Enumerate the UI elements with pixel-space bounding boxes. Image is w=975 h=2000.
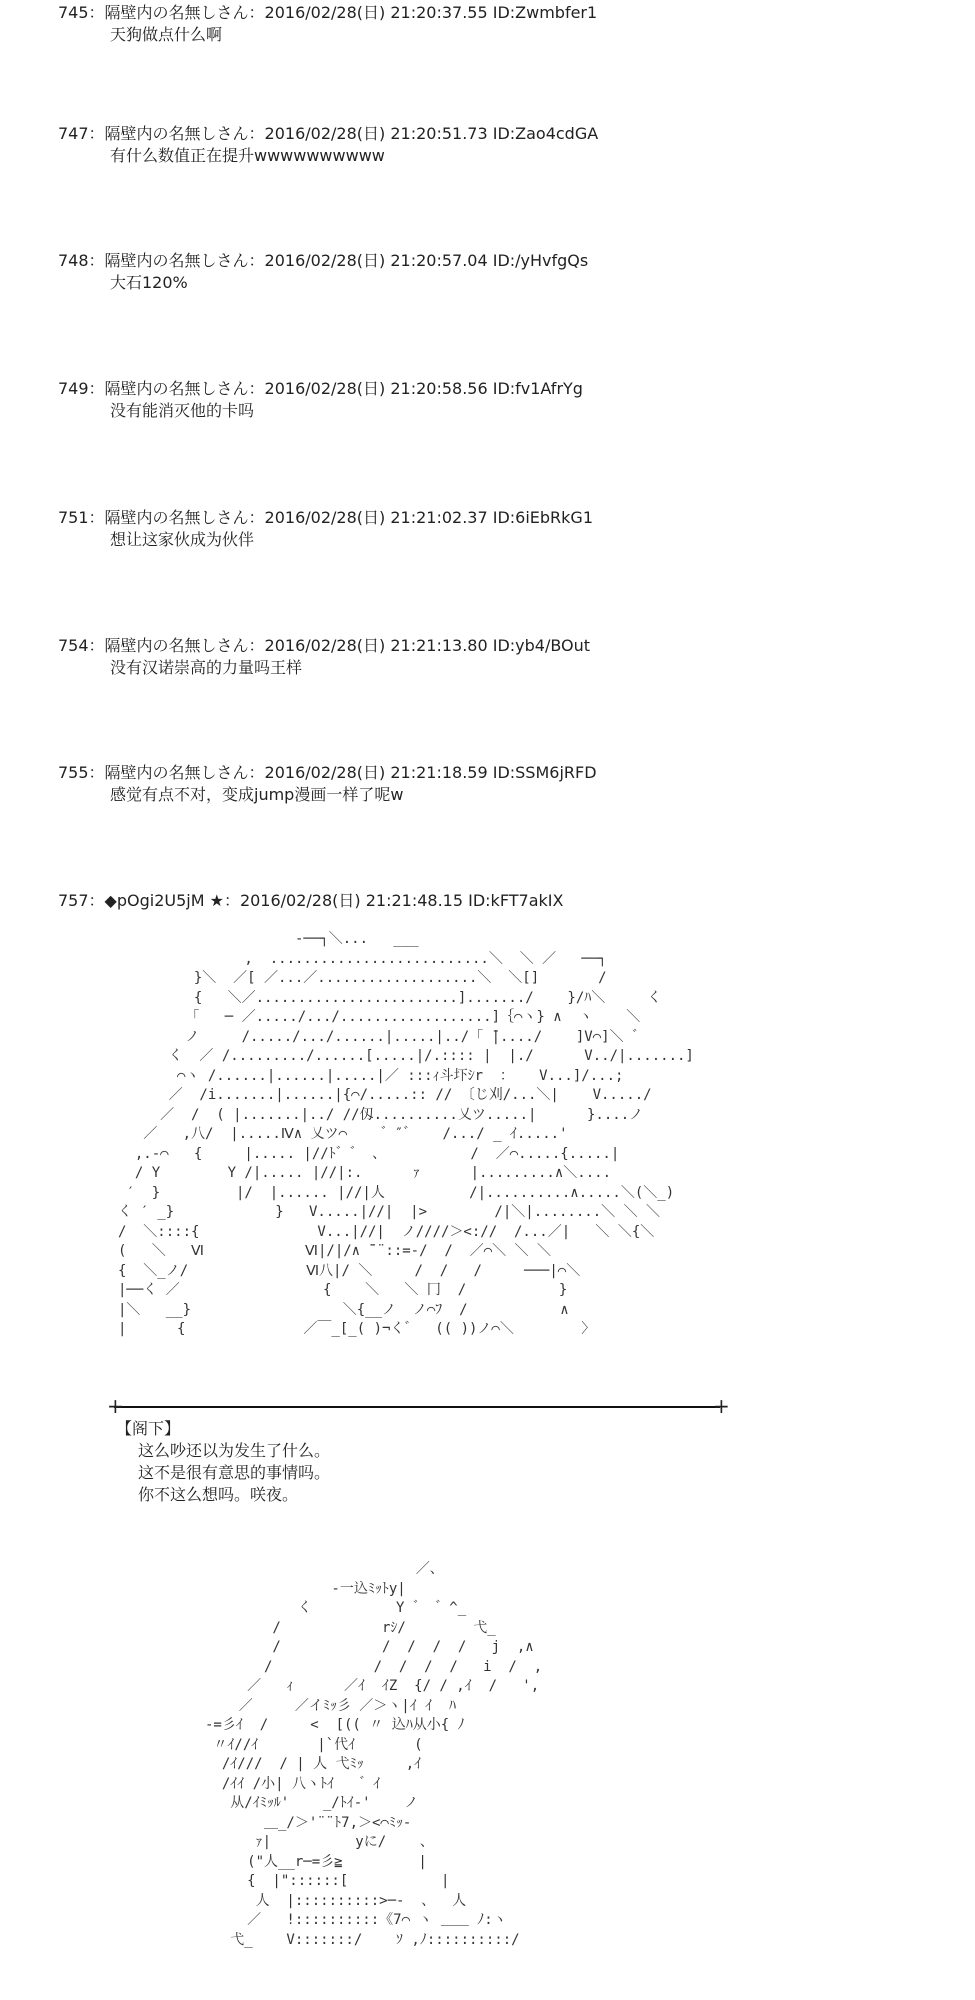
post-body: 天狗做点什么啊 — [110, 25, 223, 44]
cross-mark-right: + — [713, 1394, 730, 1418]
post-header: 751：隔壁内の名無しさん：2016/02/28(日) 21:21:02.37 ID:6iEbRkG1 — [58, 508, 594, 527]
post-header: 745：隔壁内の名無しさん：2016/02/28(日) 21:20:37.55 ID:Zwmbfer1 — [58, 3, 598, 22]
post-747 — [58, 123, 938, 167]
post-754 — [58, 635, 938, 679]
post-body: 没有能消灭他的卡吗 — [110, 401, 255, 420]
post-body: 想让这家伙成为伙伴 — [110, 530, 255, 549]
post-header: 754：隔壁内の名無しさん：2016/02/28(日) 21:21:13.80 ID:yb4/BOut — [58, 636, 591, 655]
post-748 — [58, 250, 938, 294]
post-header: 755：隔壁内の名無しさん：2016/02/28(日) 21:21:18.59 ID:SSM6jRFD — [58, 763, 597, 782]
ascii-art-figure: ／、 -一込ﾐｯﾄy| く Y ゛ ゛^_ / rｼ/ 弋_ / / / / / j ,∧ / / / / / i / , ／ ｨ ／ｲ ｲZ {/ / ,ｲ / ', ／ ／イﾐｯ彡 ／＞ヽ|ｲ ｲ ﾊ -=彡ｲ / < [(( 〃 込ﾊ从小{ ﾉ 〃ｲ//ｲ |`代ｲ ( /ｲ/// / | 人 弋ﾐｯ ,ｲ /ｲｲ /小| 八ヽﾄｲ ゛ｲ 从/ｲﾐｯﾙ' _/ﾄｲ-' ノ ＿_/＞'¨¨ﾄ7,＞<⌒ﾐｯ- ｧ| yに/ 、 ("人__r─=彡≧ | { |"::::::[ | 人 |::::::::::>─- 、 人 ／ !::::::::::《7⌒ ヽ ＿＿ ﾉ:ヽ 弋_ V:::::::/ ｿ ,ﾉ::::::::::/ — [205, 1561, 543, 1948]
ascii-art-character: -──┐＼... ___ , ..........................＼ ＼ ／ ──┐ }＼ ／[ ／...／...................＼ ＼[] / { ＼／........................]......./ }/ﾊ＼ く 「 ─ ／...../.../..................]｛⌒ヽ} ∧ ヽ ＼ ノ /...../.../......|.....|../「 ̄|..../ ]V⌒]＼ ゛ く ／ /........./......[.....|/.:::: | |./ V../|.......] ⌒ヽ /......|......|.....|／ :::ｨ斗圷ｼr ： V...]/...; ／ /i.......|......|{⌒/.....:: // 〔じ刈/...＼| V...../ ／ / ( |.......|../ //仭..........乂ツ.....| }....ノ ／ ,八/ |.....Ⅳ∧ 乂ツ⌒ ゛″゛ /.../ _ ｲ.....' ,.-⌒ { |..... |//ﾄ゛゛ 、 / ／⌒.....{.....| / Y Y /|..... |//|:. ｧ |.........∧＼.... ′ } |/ |...... |//|人 /|..........∧.....＼(＼_) く ′ _} } V.....|//| |> /|＼|........＼ ＼ ＼ / ＼::::{ V...|//| ノ////＞<:// /...／| ＼ ＼{＼ ( ＼ Ⅵ Ⅵ|/|/∧ ̄¨¨::=-/ / ／⌒＼ ＼ ＼ { ＼_ノ/ Ⅵ八|/ ＼ / / / ───|⌒＼ |──く ／ { ＼ ＼ 冂 / } |＼ __} ＼{__ノ ノ⌒ﾌ / ∧ | { ／￣_[_( )¬く゛ (( ))ノ⌒＼ 〉 — [118, 931, 694, 1337]
post-body: 没有汉诺崇高的力量吗王样 — [110, 658, 303, 677]
post-header: 747：隔壁内の名無しさん：2016/02/28(日) 21:20:51.73 ID:Zao4cdGA — [58, 124, 599, 143]
post-757 — [58, 890, 938, 912]
post-body: 有什么数值正在提升wwwwwwwwww — [110, 146, 385, 165]
post-755 — [58, 762, 938, 806]
cross-mark-left: + — [107, 1394, 124, 1418]
post-header: 757：◆pOgi2U5jM ★：2016/02/28(日) 21:21:48.15 ID:kFT7akIX — [58, 891, 564, 910]
dialog-speaker: 【阁下】 — [116, 1419, 181, 1438]
post-header: 748：隔壁内の名無しさん：2016/02/28(日) 21:20:57.04 ID:/yHvfgQs — [58, 251, 589, 270]
post-header: 749：隔壁内の名無しさん：2016/02/28(日) 21:20:58.56 ID:fv1AfrYg — [58, 379, 583, 398]
dialog-line: 你不这么想吗。咲夜。 — [138, 1485, 299, 1504]
post-751 — [58, 507, 938, 551]
post-body: 感觉有点不对，变成jump漫画一样了呢w — [110, 785, 404, 804]
divider-line — [114, 1406, 720, 1408]
post-745 — [58, 2, 938, 46]
post-749 — [58, 378, 938, 422]
dialog-block — [116, 1418, 330, 1506]
post-body: 大石120% — [110, 273, 188, 292]
dialog-line: 这不是很有意思的事情吗。 — [138, 1463, 331, 1482]
dialog-line: 这么吵还以为发生了什么。 — [138, 1441, 331, 1460]
